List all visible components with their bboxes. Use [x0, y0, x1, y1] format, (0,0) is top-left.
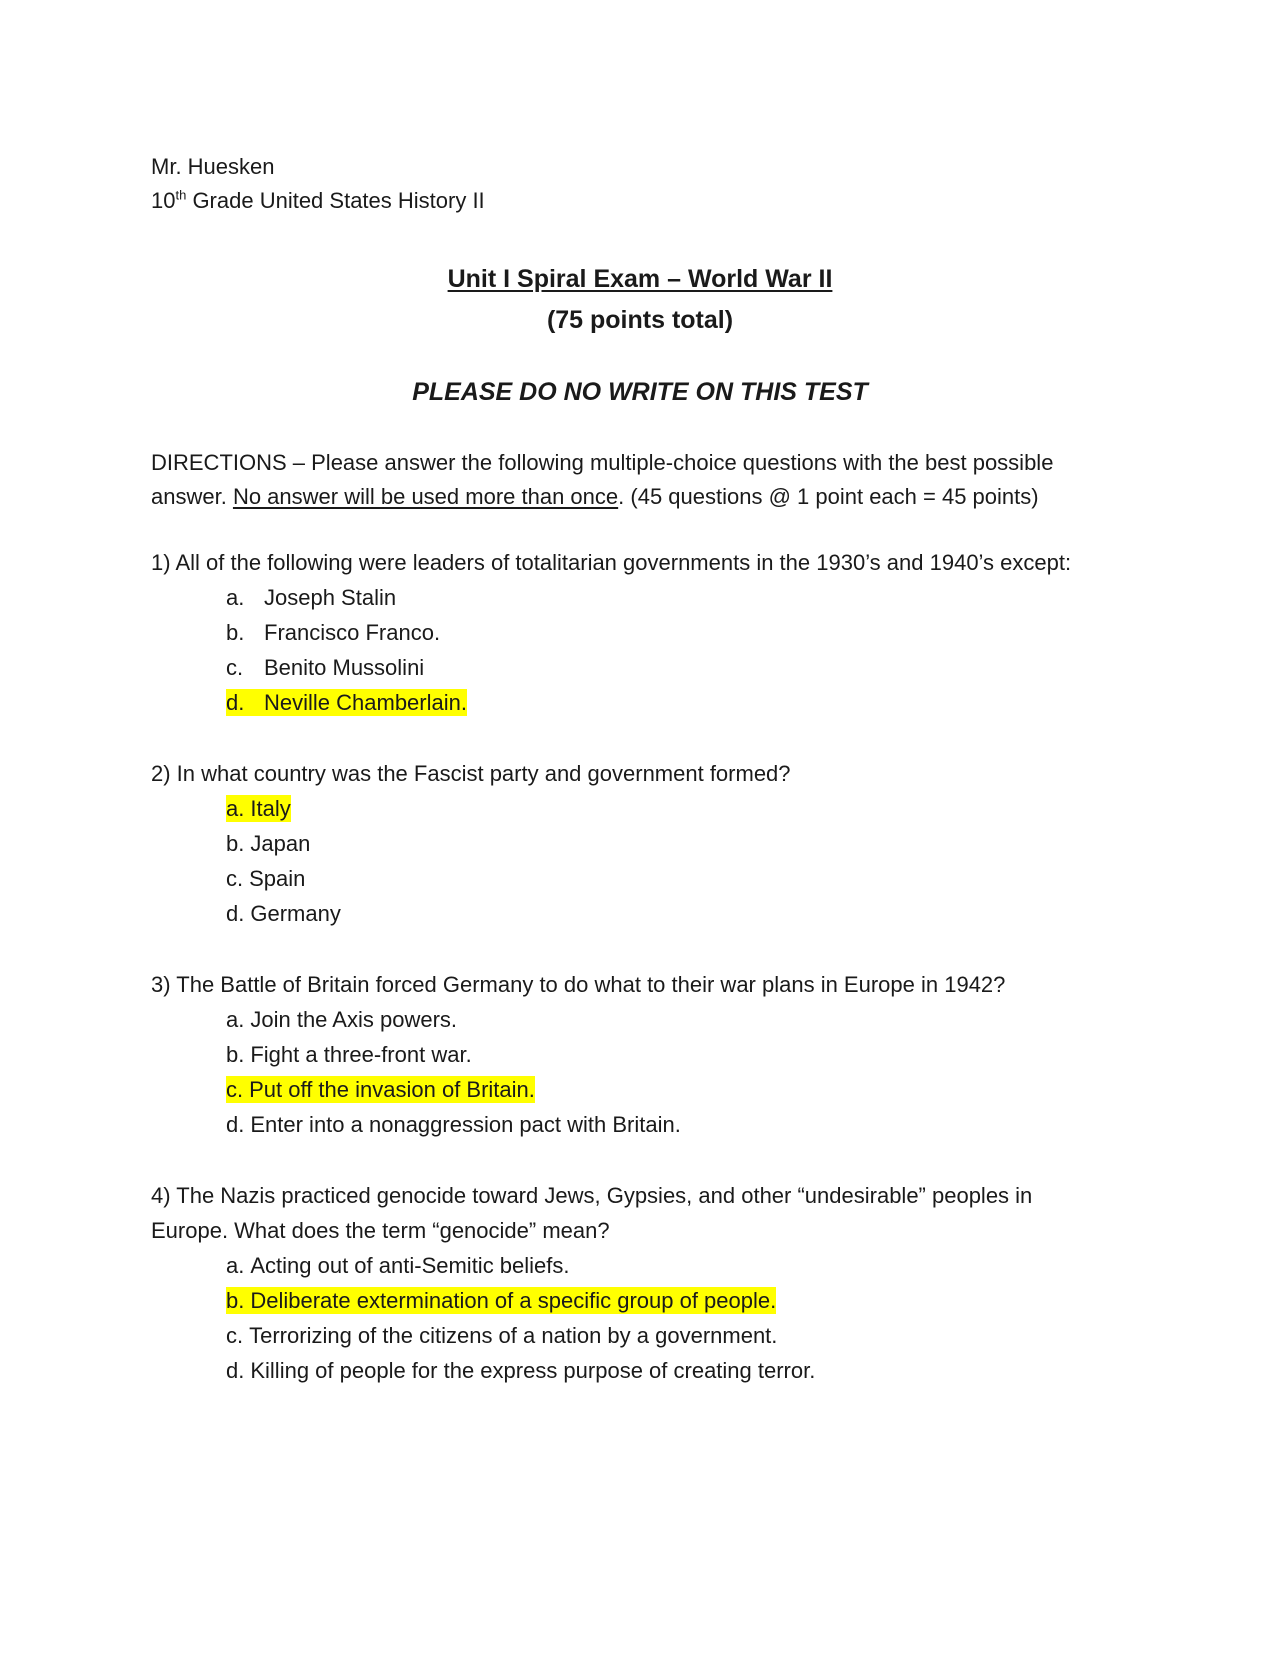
- option-text: Terrorizing of the citizens of a nation by a government.: [249, 1323, 778, 1348]
- directions: [151, 446, 1053, 514]
- option-label: b.: [226, 620, 245, 645]
- option-text: Deliberate extermination of a specific group of people.: [250, 1288, 777, 1313]
- option-label: a.: [226, 1007, 245, 1032]
- option-2c: [226, 861, 791, 896]
- option-2a-highlighted-answer: [226, 791, 791, 826]
- option-label: c.: [226, 1323, 244, 1348]
- exam-title: [0, 259, 1280, 299]
- teacher-name: Mr. Huesken: [151, 154, 275, 179]
- question-1-options: [226, 580, 1071, 720]
- question-4-options: [226, 1248, 1032, 1388]
- option-text: Neville Chamberlain.: [264, 690, 467, 715]
- question-3-stem: 3) The Battle of Britain forced Germany to do what to their war plans in Europe in 1942?: [151, 972, 1006, 997]
- option-label: b.: [226, 1042, 245, 1067]
- question-3: [151, 967, 1005, 1142]
- grade-ordinal-suffix: th: [175, 187, 187, 203]
- option-label: c.: [226, 1077, 244, 1102]
- option-1c: [226, 650, 1071, 685]
- option-label: d.: [226, 1358, 245, 1383]
- exam-title-text: Unit I Spiral Exam – World War II: [447, 265, 833, 293]
- directions-underlined-rule: No answer will be used more than once: [232, 484, 619, 509]
- option-text: Enter into a nonaggression pact with Britain.: [250, 1112, 681, 1137]
- option-label: c.: [226, 866, 244, 891]
- option-1b: [226, 615, 1071, 650]
- option-label: d.: [226, 690, 245, 715]
- option-text: Killing of people for the express purpose of creating terror.: [250, 1358, 816, 1383]
- option-4c: [226, 1318, 1032, 1353]
- question-2-options: [226, 791, 791, 931]
- option-text: Joseph Stalin: [264, 585, 397, 610]
- option-label: a.: [226, 1253, 245, 1278]
- question-4-stem-line-2: Europe. What does the term “genocide” mean?: [151, 1218, 610, 1243]
- option-label: d.: [226, 901, 245, 926]
- question-2-stem: 2) In what country was the Fascist party and government formed?: [151, 761, 791, 786]
- option-4d: [226, 1353, 1032, 1388]
- option-3a: [226, 1002, 1005, 1037]
- option-text: Germany: [250, 901, 341, 926]
- option-label: b.: [226, 831, 245, 856]
- directions-line-2: [151, 480, 1053, 514]
- option-text: Japan: [250, 831, 311, 856]
- option-1a: [226, 580, 1071, 615]
- exam-warning: PLEASE DO NO WRITE ON THIS TEST: [412, 378, 868, 406]
- question-4-stem-line-1: 4) The Nazis practiced genocide toward Jews, Gypsies, and other “undesirable” peoples in: [151, 1183, 1033, 1208]
- directions-line-1: DIRECTIONS – Please answer the following multiple-choice questions with the best possible: [151, 450, 1054, 475]
- course-line: [151, 184, 485, 218]
- directions-line-2-pre: answer.: [151, 484, 233, 509]
- option-text: Acting out of anti-Semitic beliefs.: [250, 1253, 570, 1278]
- option-text: Fight a three-front war.: [250, 1042, 472, 1067]
- document-header: [151, 150, 485, 218]
- question-4: [151, 1178, 1032, 1388]
- option-label: a.: [226, 796, 245, 821]
- option-text: Put off the invasion of Britain.: [249, 1077, 535, 1102]
- option-3b: [226, 1037, 1005, 1072]
- option-text: Benito Mussolini: [264, 655, 425, 680]
- directions-line-2-post: . (45 questions @ 1 point each = 45 points): [618, 484, 1039, 509]
- option-3d: [226, 1107, 1005, 1142]
- grade-number: 10: [151, 188, 176, 213]
- question-3-options: [226, 1002, 1005, 1142]
- question-2: [151, 756, 791, 931]
- option-1d-highlighted-answer: [226, 685, 1071, 720]
- exam-points-total: (75 points total): [546, 306, 734, 334]
- option-4a: [226, 1248, 1032, 1283]
- option-label: a.: [226, 585, 245, 610]
- question-1: [151, 545, 1071, 720]
- option-label: c.: [226, 655, 244, 680]
- option-4b-highlighted-answer: [226, 1283, 1032, 1318]
- option-label: b.: [226, 1288, 245, 1313]
- option-label: d.: [226, 1112, 245, 1137]
- option-text: Italy: [250, 796, 291, 821]
- course-name: Grade United States History II: [186, 188, 485, 213]
- question-1-stem: 1) All of the following were leaders of totalitarian governments in the 1930’s and 1940’s except:: [151, 550, 1072, 575]
- option-2d: [226, 896, 791, 931]
- option-text: Francisco Franco.: [264, 620, 441, 645]
- option-3c-highlighted-answer: [226, 1072, 1005, 1107]
- option-2b: [226, 826, 791, 861]
- option-text: Join the Axis powers.: [250, 1007, 458, 1032]
- option-text: Spain: [249, 866, 306, 891]
